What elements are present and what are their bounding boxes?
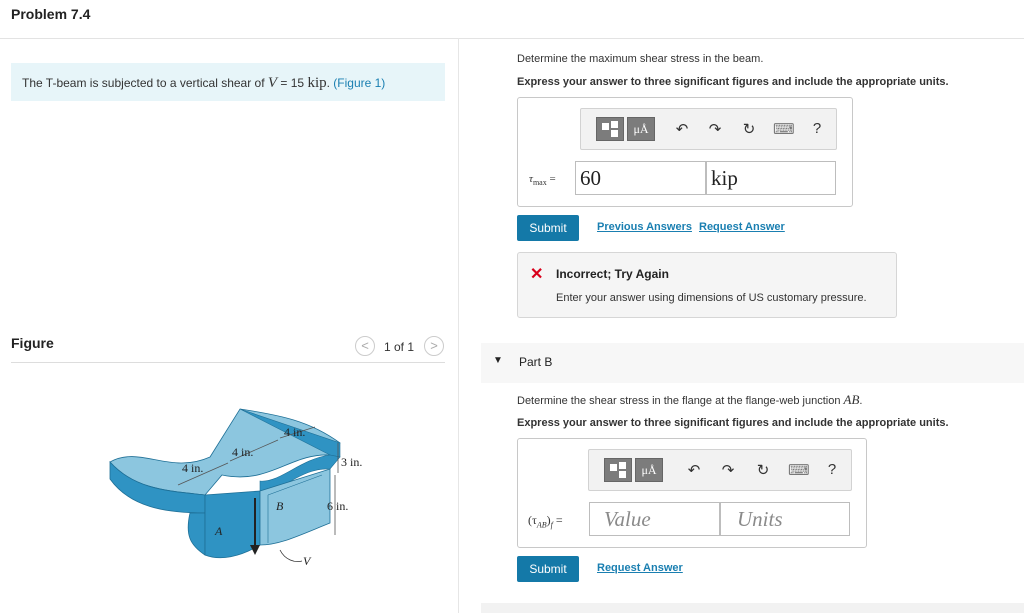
point-b-label: B bbox=[276, 499, 284, 513]
units-placeholder: Units bbox=[737, 507, 783, 531]
tau-max-subscript: max bbox=[532, 178, 547, 188]
figure-link[interactable]: (Figure 1) bbox=[333, 76, 386, 90]
column-divider bbox=[458, 38, 459, 613]
templates-icon-part bbox=[619, 471, 626, 478]
templates-icon-part bbox=[611, 130, 618, 137]
undo-icon[interactable]: ↶ bbox=[675, 121, 689, 138]
templates-icon-part bbox=[611, 121, 618, 128]
problem-text-after: . bbox=[326, 76, 334, 90]
point-a-label: A bbox=[215, 524, 223, 538]
redo-icon[interactable]: ↷ bbox=[721, 462, 735, 479]
part-b-answer-box bbox=[517, 438, 867, 548]
figure-prev-button[interactable]: < bbox=[355, 336, 375, 356]
part-b-submit-button[interactable]: Submit bbox=[517, 556, 579, 582]
problem-variable: V bbox=[267, 75, 278, 91]
problem-equals: = 15 bbox=[277, 76, 308, 90]
reset-icon[interactable]: ↻ bbox=[756, 462, 770, 479]
undo-icon[interactable]: ↶ bbox=[687, 462, 701, 479]
problem-statement bbox=[11, 63, 445, 101]
keyboard-icon[interactable]: ⌨ bbox=[788, 462, 810, 479]
tau-ab-subscript: AB bbox=[536, 520, 547, 530]
next-part-band bbox=[481, 603, 1024, 613]
dim-3in: 3 in. bbox=[341, 455, 363, 469]
part-a-instruction: Express your answer to three significant figures and include the appropriate units. bbox=[517, 76, 949, 88]
problem-text bbox=[22, 75, 385, 92]
keyboard-icon[interactable]: ⌨ bbox=[773, 121, 795, 138]
dim-4in-top: 4 in. bbox=[284, 425, 306, 439]
tau-max-value-input[interactable]: 60 bbox=[575, 161, 706, 195]
web-left-face bbox=[188, 513, 205, 555]
reset-icon[interactable]: ↻ bbox=[742, 121, 756, 138]
tau-max-label bbox=[529, 173, 556, 187]
help-icon[interactable]: ? bbox=[812, 120, 822, 137]
tau-symbol: τ bbox=[529, 173, 533, 185]
help-icon[interactable]: ? bbox=[827, 461, 837, 478]
part-a-request-answer-link[interactable]: Request Answer bbox=[699, 221, 785, 233]
tau-ab-open: (τ bbox=[528, 513, 537, 527]
feedback-message: Enter your answer using dimensions of US customary pressure. bbox=[556, 292, 867, 304]
shear-v-label: V bbox=[303, 554, 311, 568]
figure-heading: Figure bbox=[11, 335, 54, 351]
dim-4in-left: 4 in. bbox=[182, 461, 204, 475]
tau-ab-units-input[interactable] bbox=[720, 502, 850, 536]
tau-ab-value-input[interactable] bbox=[589, 502, 720, 536]
tau-max-equals: = bbox=[546, 173, 556, 185]
feedback-title: Incorrect; Try Again bbox=[556, 267, 669, 281]
templates-button[interactable] bbox=[596, 117, 624, 141]
problem-unit: kip bbox=[307, 75, 327, 91]
part-b-title: Part B bbox=[519, 355, 553, 369]
tau-ab-equals: = bbox=[552, 513, 563, 527]
problem-text-before: The T-beam is subjected to a vertical shear of bbox=[22, 76, 268, 90]
dim-6in: 6 in. bbox=[327, 499, 349, 513]
dim-4in-mid: 4 in. bbox=[232, 445, 254, 459]
value-placeholder: Value bbox=[604, 507, 651, 531]
error-icon: ✕ bbox=[530, 266, 544, 283]
part-b-prompt bbox=[517, 392, 862, 408]
previous-answers-link[interactable]: Previous Answers bbox=[597, 221, 692, 233]
part-a-submit-button[interactable]: Submit bbox=[517, 215, 579, 241]
figure-divider bbox=[11, 362, 445, 363]
part-b-toolbar bbox=[588, 449, 852, 491]
templates-icon-part bbox=[619, 462, 626, 469]
collapse-icon[interactable]: ▼ bbox=[493, 355, 503, 366]
part-b-header[interactable] bbox=[481, 343, 1024, 383]
tau-ab-flange-subscript: f bbox=[550, 520, 553, 530]
part-b-prompt-end: . bbox=[859, 395, 863, 407]
units-button[interactable]: μÅ bbox=[627, 117, 655, 141]
part-a-answer-box bbox=[517, 97, 853, 207]
part-b-request-answer-link[interactable]: Request Answer bbox=[597, 562, 683, 574]
feedback-box bbox=[517, 252, 897, 318]
part-b-prompt-var: AB bbox=[843, 392, 860, 407]
templates-icon bbox=[602, 123, 609, 130]
units-button[interactable]: μÅ bbox=[635, 458, 663, 482]
part-a-toolbar bbox=[580, 108, 837, 150]
part-b-prompt-text: Determine the shear stress in the flange at the flange-web junction bbox=[517, 395, 844, 407]
tau-max-units-input[interactable]: kip bbox=[706, 161, 836, 195]
tau-ab-label bbox=[528, 513, 563, 529]
figure-pager: 1 of 1 bbox=[384, 340, 415, 354]
t-beam-figure bbox=[90, 395, 390, 580]
redo-icon[interactable]: ↷ bbox=[708, 121, 722, 138]
figure-next-button[interactable]: > bbox=[424, 336, 444, 356]
shear-leader bbox=[280, 550, 302, 562]
problem-title: Problem 7.4 bbox=[11, 6, 91, 22]
header-divider bbox=[0, 38, 1024, 39]
templates-icon bbox=[610, 464, 617, 471]
part-a-prompt: Determine the maximum shear stress in the beam. bbox=[517, 53, 764, 65]
part-b-instruction: Express your answer to three significant figures and include the appropriate units. bbox=[517, 417, 949, 429]
tau-ab-close: ) bbox=[546, 513, 551, 527]
templates-button[interactable] bbox=[604, 458, 632, 482]
